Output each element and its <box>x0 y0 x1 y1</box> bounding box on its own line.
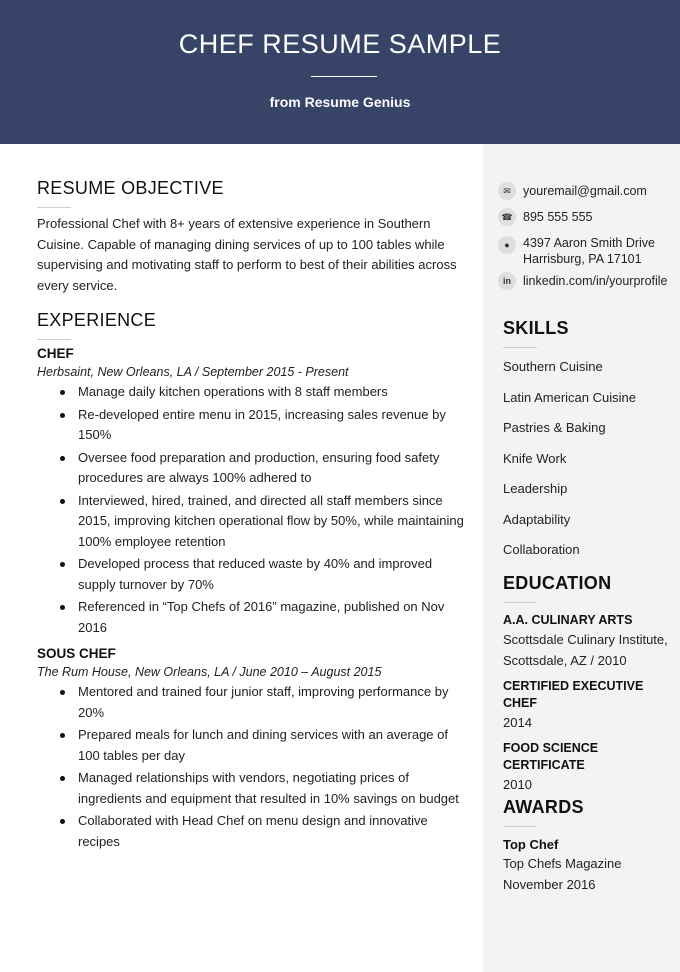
section-divider <box>37 339 71 340</box>
job-bullet: Interviewed, hired, trained, and directed all staff members since 2015, improving kitchen operational flow by 50%, while maintaining 100% employee retention <box>37 491 467 553</box>
job-meta: The Rum House, New Orleans, LA / June 2010 – August 2015 <box>37 665 382 679</box>
education-detail: Scottsdale Culinary Institute, <box>503 632 668 647</box>
experience-heading: EXPERIENCE <box>37 310 157 330</box>
job-title: CHEF <box>37 346 74 361</box>
section-divider <box>503 347 537 348</box>
mail-icon: ✉ <box>498 182 516 200</box>
main-column <box>37 178 467 854</box>
linkedin-icon: in <box>498 272 516 290</box>
contact-linkedin[interactable]: linkedin.com/in/yourprofile <box>523 274 668 288</box>
header-banner <box>0 0 680 144</box>
job-bullet: Prepared meals for lunch and dining services with an average of 100 tables per day <box>37 725 467 766</box>
section-divider <box>503 826 537 827</box>
job-bullets <box>37 682 467 852</box>
contact-phone-row <box>498 209 678 225</box>
skills-section <box>503 318 678 573</box>
award-date: November 2016 <box>503 877 596 892</box>
skill-item: Pastries & Baking <box>503 420 606 435</box>
education-heading: EDUCATION <box>503 573 612 593</box>
resume-subtitle: from Resume Genius <box>269 94 411 110</box>
phone-icon: ☎ <box>498 208 516 226</box>
map-pin-icon: ● <box>498 236 516 254</box>
education-title: A.A. CULINARY ARTS <box>503 613 633 627</box>
job-entry-chef <box>37 346 467 638</box>
objective-section <box>37 178 467 296</box>
contact-email[interactable]: youremail@gmail.com <box>523 184 647 198</box>
job-bullet: Referenced in “Top Chefs of 2016” magazine, published on Nov 2016 <box>37 597 467 638</box>
education-detail: Scottsdale, AZ / 2010 <box>503 653 627 668</box>
job-bullet: Re-developed entire menu in 2015, increasing sales revenue by 150% <box>37 405 467 446</box>
job-bullets <box>37 382 467 638</box>
job-bullet: Developed process that reduced waste by 40% and improved supply turnover by 70% <box>37 554 467 595</box>
education-entry <box>503 612 678 671</box>
job-bullet: Mentored and trained four junior staff, improving performance by 20% <box>37 682 467 723</box>
job-bullet: Manage daily kitchen operations with 8 staff members <box>37 382 467 403</box>
section-divider <box>37 207 71 208</box>
awards-heading: AWARDS <box>503 797 584 817</box>
education-entry <box>503 740 678 795</box>
skill-item: Collaboration <box>503 542 580 557</box>
contact-address-line2: Harrisburg, PA 17101 <box>523 252 642 266</box>
experience-section <box>37 310 467 852</box>
contact-block <box>498 183 678 289</box>
education-section <box>503 573 678 795</box>
education-detail: 2014 <box>503 715 532 730</box>
skills-heading: SKILLS <box>503 318 569 338</box>
awards-section <box>503 797 678 895</box>
education-title: CERTIFICATE <box>503 758 585 772</box>
education-entry <box>503 678 678 733</box>
skill-item: Southern Cuisine <box>503 359 603 374</box>
objective-heading: RESUME OBJECTIVE <box>37 178 224 198</box>
contact-linkedin-row <box>498 273 678 289</box>
skill-item: Latin American Cuisine <box>503 389 636 405</box>
education-detail: 2010 <box>503 777 532 792</box>
section-divider <box>503 602 537 603</box>
contact-address-line1: 4397 Aaron Smith Drive <box>523 236 656 250</box>
job-meta: Herbsaint, New Orleans, LA / September 2015 - Present <box>37 365 349 379</box>
education-title: FOOD SCIENCE <box>503 741 599 755</box>
skill-item: Adaptability <box>503 511 571 527</box>
job-title: SOUS CHEF <box>37 646 116 661</box>
job-bullet: Oversee food preparation and production, ensuring food safety procedures are always 100% adhered to <box>37 448 467 489</box>
resume-title: CHEF RESUME SAMPLE <box>178 29 502 59</box>
award-source: Top Chefs Magazine <box>503 856 622 871</box>
contact-email-row <box>498 183 678 199</box>
award-title: Top Chef <box>503 837 559 852</box>
job-entry-sous-chef <box>37 646 467 852</box>
header-divider <box>311 76 377 77</box>
objective-text: Professional Chef with 8+ years of extensive experience in Southern Cuisine. Capable of managing dining services of up to 100 tables while supervising and motivating staff to perform to best of their abilities across every service. <box>37 216 457 293</box>
contact-phone: 895 555 555 <box>523 210 593 224</box>
contact-address-row <box>498 235 678 267</box>
job-bullet: Collaborated with Head Chef on menu design and innovative recipes <box>37 811 467 852</box>
skill-item: Leadership <box>503 481 568 496</box>
job-bullet: Managed relationships with vendors, negotiating prices of ingredients and equipment that resulted in 10% savings on budget <box>37 768 467 809</box>
skill-item: Knife Work <box>503 450 567 466</box>
education-title: CERTIFIED EXECUTIVE CHEF <box>503 679 644 710</box>
